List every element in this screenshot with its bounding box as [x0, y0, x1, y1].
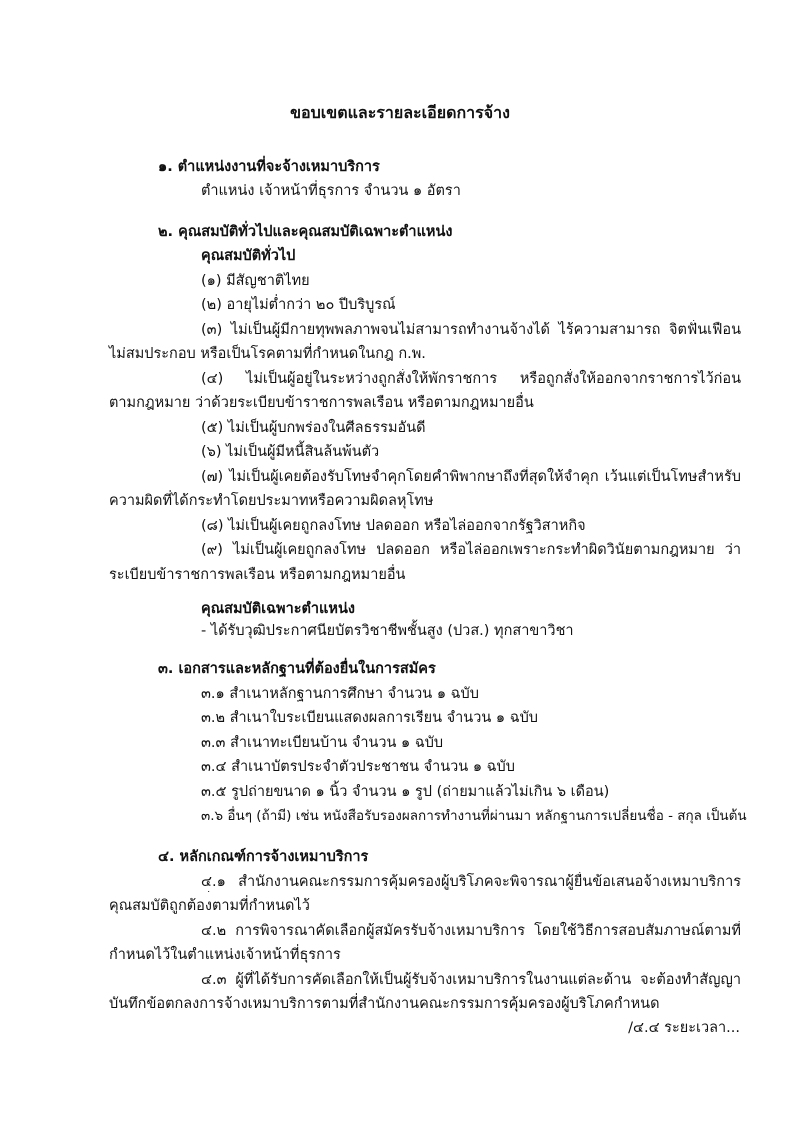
- specific-qualifications-heading: คุณสมบัติเฉพาะตำแหน่ง: [201, 601, 355, 617]
- document-item: ๓.๔ สำเนาบัตรประจำตัวประชาชน จำนวน ๑ ฉบับ: [201, 759, 515, 775]
- criteria-item: ๔.๑ สำนักงานคณะกรรมการคุ้มครองผู้บริโภคจะพิจารณาผู้ยื่นข้อเสนอจ้างเหมาบริการ: [201, 874, 741, 890]
- qualification-item-continued: ระเบียบข้าราชการพลเรือน หรือตามกฎหมายอื่น: [109, 567, 406, 583]
- qualification-item: (๙) ไม่เป็นผู้เคยถูกลงโทษ ปลดออก หรือไล่ออกเพราะกระทำผิดวินัยตามกฎหมาย ว่า: [201, 542, 741, 558]
- qualification-item: (๒) อายุไม่ต่ำกว่า ๒๐ ปีบริบูรณ์: [201, 297, 396, 313]
- section-4-heading: ๔. หลักเกณฑ์การจ้างเหมาบริการ: [158, 849, 369, 865]
- section-3-heading: ๓. เอกสารและหลักฐานที่ต้องยื่นในการสมัคร: [158, 661, 436, 677]
- document-item: ๓.๖ อื่นๆ (ถ้ามี) เช่น หนังสือรับรองผลการทำงานที่ผ่านมา หลักฐานการเปลี่ยนชื่อ - สกุล เป็นต้น: [201, 808, 747, 824]
- document-item: ๓.๓ สำเนาทะเบียนบ้าน จำนวน ๑ ฉบับ: [201, 735, 444, 751]
- section-1-text: ตำแหน่ง เจ้าหน้าที่ธุรการ จำนวน ๑ อัตรา: [201, 183, 461, 199]
- page-title: ขอบเขตและรายละเอียดการจ้าง: [290, 103, 510, 122]
- qualification-item: (๓) ไม่เป็นผู้มีกายทุพพลภาพจนไม่สามารถทำงานจ้างได้ ไร้ความสามารถ จิตฟั่นเฟือน: [201, 322, 741, 338]
- criteria-item: ๔.๓ ผู้ที่ได้รับการคัดเลือกให้เป็นผู้รับจ้างเหมาบริการในงานแต่ละด้าน จะต้องทำสัญญา: [201, 972, 741, 988]
- qualification-item: (๖) ไม่เป็นผู้มีหนี้สินล้นพ้นตัว: [201, 444, 380, 460]
- criteria-item-continued: กำหนดไว้ในตำแหน่งเจ้าหน้าที่ธุรการ: [109, 947, 341, 963]
- specific-qualification-item: - ได้รับวุฒิประกาศนียบัตรวิชาชีพชั้นสูง (ปวส.) ทุกสาขาวิชา: [201, 623, 574, 639]
- page-continuation: /๔.๔ ระยะเวลา...: [628, 1020, 740, 1036]
- qualification-item-continued: ความผิดที่ได้กระทำโดยประมาทหรือความผิดลหุโทษ: [109, 493, 434, 509]
- qualification-item-continued: ไม่สมประกอบ หรือเป็นโรคตามที่กำหนดในกฎ ก.พ.: [109, 346, 426, 362]
- qualification-item: (๕) ไม่เป็นผู้บกพร่องในศีลธรรมอันดี: [201, 420, 426, 436]
- qualification-item: (๘) ไม่เป็นผู้เคยถูกลงโทษ ปลดออก หรือไล่ออกจากรัฐวิสาหกิจ: [201, 518, 586, 534]
- qualification-item-continued: ตามกฎหมาย ว่าด้วยระเบียบข้าราชการพลเรือน หรือตามกฎหมายอื่น: [109, 395, 534, 411]
- document-item: ๓.๒ สำเนาใบระเบียนแสดงผลการเรียน จำนวน ๑ ฉบับ: [201, 710, 538, 726]
- criteria-item-continued: บันทึกข้อตกลงการจ้างเหมาบริการตามที่สำนักงานคณะกรรมการคุ้มครองผู้บริโภคกำหนด: [109, 996, 660, 1012]
- document-item: ๓.๕ รูปถ่ายขนาด ๑ นิ้ว จำนวน ๑ รูป (ถ่ายมาแล้วไม่เกิน ๖ เดือน): [201, 784, 610, 800]
- criteria-item: ๔.๒ การพิจารณาคัดเลือกผู้สมัครรับจ้างเหมาบริการ โดยใช้วิธีการสอบสัมภาษณ์ตามที่: [201, 923, 741, 939]
- qualification-item: (๗) ไม่เป็นผู้เคยต้องรับโทษจำคุกโดยคำพิพากษาถึงที่สุดให้จำคุก เว้นแต่เป็นโทษสำหรับ: [201, 469, 741, 485]
- general-qualifications-heading: คุณสมบัติทั่วไป: [201, 248, 296, 264]
- criteria-item-continued: คุณสมบัติถูกต้องตามที่กำหนดไว้: [109, 898, 310, 914]
- document-item: ๓.๑ สำเนาหลักฐานการศึกษา จำนวน ๑ ฉบับ: [201, 686, 479, 702]
- qualification-item: (๔) ไม่เป็นผู้อยู่ในระหว่างถูกสั่งให้พักราชการ หรือถูกสั่งให้ออกจากราชการไว้ก่อน: [201, 371, 741, 387]
- qualification-item: (๑) มีสัญชาติไทย: [201, 273, 310, 289]
- section-1-heading: ๑. ตำแหน่งงานที่จะจ้างเหมาบริการ: [158, 159, 380, 175]
- section-2-heading: ๒. คุณสมบัติทั่วไปและคุณสมบัติเฉพาะตำแหน่ง: [158, 224, 453, 240]
